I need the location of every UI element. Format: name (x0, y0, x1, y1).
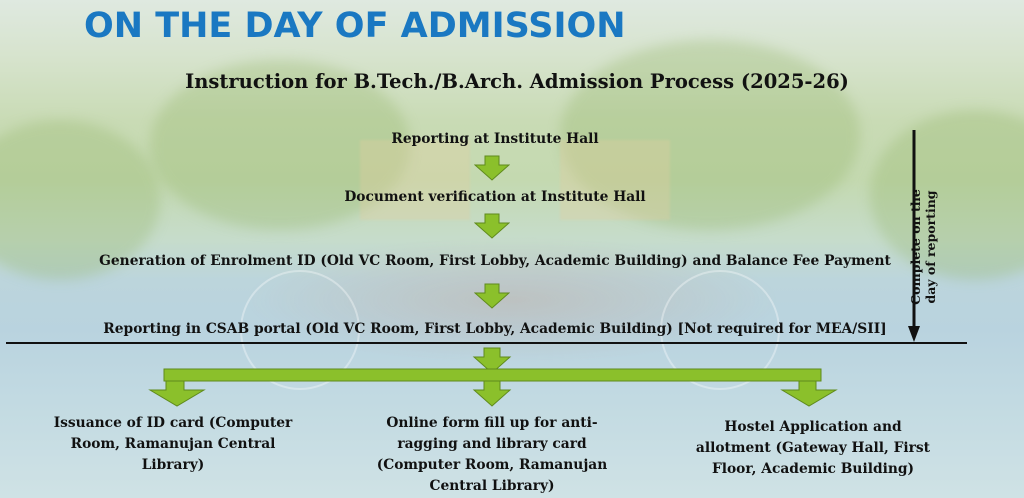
flow-step-csab-reporting: Reporting in CSAB portal (Old VC Room, First Lobby, Academic Building) [Not required for MEA/SII] (103, 321, 887, 337)
branch-id-card-line1: Issuance of ID card (Computer (53, 415, 293, 431)
side-note-line2: day of reporting (923, 190, 938, 304)
branch-anti-ragging-line2: ragging and library card (397, 436, 587, 452)
branch-hostel-line3: Floor, Academic Building) (711, 461, 915, 477)
side-note (908, 162, 938, 332)
branch-id-card (40, 413, 306, 476)
branch-hostel-allotment (680, 417, 946, 480)
branch-hostel-line2: allotment (Gateway Hall, First (695, 440, 931, 456)
page-title: ON THE DAY OF ADMISSION (84, 6, 626, 46)
branch-anti-ragging-line4: Central Library) (429, 478, 555, 494)
branch-id-card-line2: Room, Ramanujan Central (70, 436, 276, 452)
down-arrow-icon (474, 283, 510, 309)
divider-line (6, 342, 967, 344)
flow-step-document-verification: Document verification at Institute Hall (344, 189, 646, 205)
down-arrow-icon (474, 155, 510, 181)
branch-hostel-line1: Hostel Application and (724, 419, 902, 435)
branch-anti-ragging-line3: (Computer Room, Ramanujan (376, 457, 608, 473)
flow-step-enrolment-id: Generation of Enrolment ID (Old VC Room, First Lobby, Academic Building) and Balance Fee Payment (99, 253, 891, 269)
background-building (360, 140, 470, 220)
flow-step-reporting: Reporting at Institute Hall (391, 131, 599, 147)
background-building (560, 140, 670, 220)
branch-id-card-line3: Library) (141, 457, 205, 473)
branch-anti-ragging-line1: Online form fill up for anti- (386, 415, 598, 431)
side-note-line1: Complete on the (908, 189, 923, 305)
branch-connector (0, 345, 1024, 407)
page-subtitle: Instruction for B.Tech./B.Arch. Admission Process (2025-26) (185, 70, 849, 93)
branch-anti-ragging-form (360, 413, 624, 497)
down-arrow-icon (474, 213, 510, 239)
